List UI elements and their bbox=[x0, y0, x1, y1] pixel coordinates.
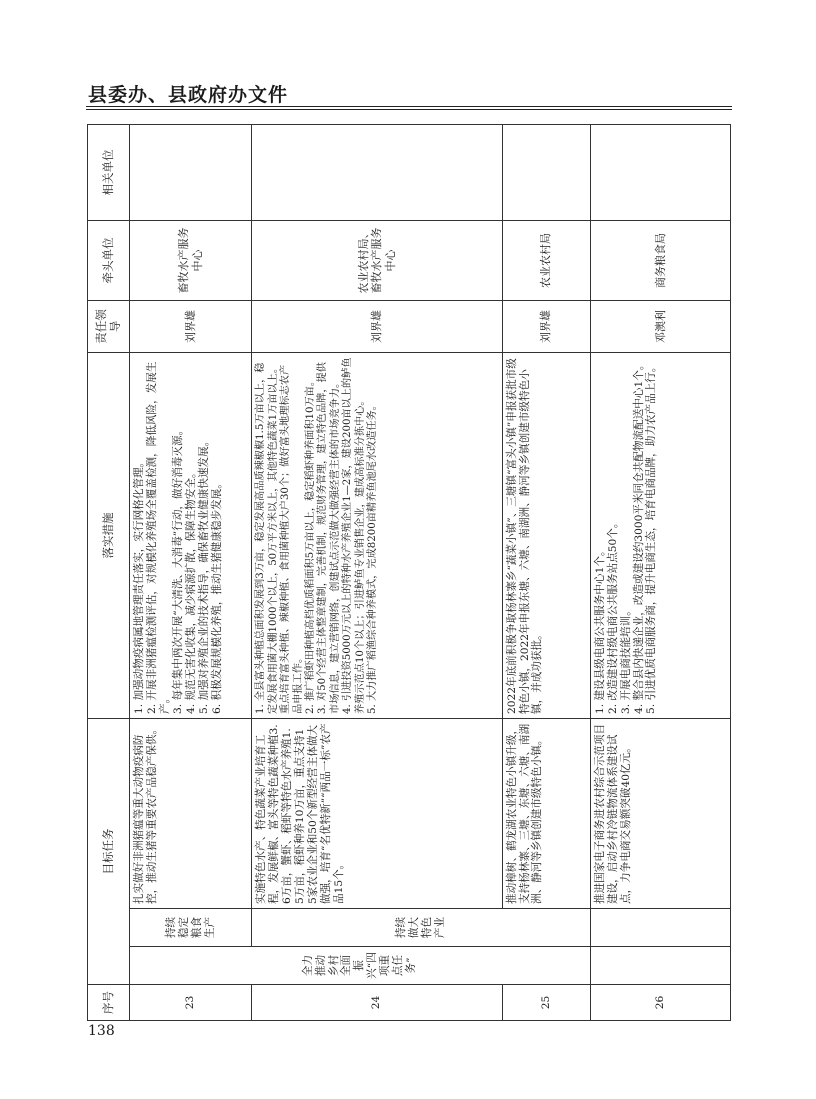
measures bbox=[502, 352, 590, 718]
measure-item: 3. 开展电商技能培训。 bbox=[619, 605, 632, 714]
measure-item: 6. 积极发展规模化养殖，推动生猪健康稳步发展。 bbox=[210, 478, 223, 714]
group-label: 全力推动乡村全面振兴“四项重点任务” bbox=[130, 947, 591, 985]
task-table bbox=[87, 124, 731, 1021]
lead-unit: 商务粮食局 bbox=[590, 220, 730, 300]
measure-item: 4. 整合县内快递企业，改造或建设约3000平米同仓共配物流配送中心1个。 bbox=[632, 359, 645, 714]
measure-item: 5. 引进优质电商服务商，提升电商生态，培育电商品牌，助力农产品上行。 bbox=[645, 361, 658, 714]
header-measures: 落实措施 bbox=[88, 352, 130, 718]
row-number: 25 bbox=[502, 985, 590, 1021]
measures bbox=[590, 352, 730, 718]
measure-item: 2. 推广稻虾田种植高档优质稻面积5万亩以上，稳定稻虾种养面积10万亩。 bbox=[304, 375, 316, 714]
row-number: 24 bbox=[252, 985, 502, 1021]
measure-item: 2. 开展非洲猪瘟检测评估，对规模化养殖场全覆盖检测，降低风险，发展生产。 bbox=[145, 361, 171, 714]
table-header-row bbox=[88, 124, 130, 1020]
empty-group-cell bbox=[590, 947, 730, 985]
measure-item: 3. 每年集中两次开展“大清洗、大消毒”行动，做好消毒灭源。 bbox=[171, 424, 184, 714]
table-row bbox=[502, 124, 590, 1020]
header-no: 序号 bbox=[88, 985, 130, 1021]
target-task: 实施特色水产、特色蔬菜产业培育工程，发展鲜椒、富头等特色蔬菜种植3.6万亩，蟹虾、稻虾等特色水产养殖1.5万亩，稻虾种养10万亩，重点支持15家农业企业和50个新型经营主体做大做强，培育“名优特新”“两品一标”农产品15个。 bbox=[252, 718, 502, 908]
responsible-leader: 刘界雄 bbox=[130, 300, 252, 352]
header-related-unit: 相关单位 bbox=[88, 124, 130, 220]
measure-item: 4. 规范无害化收集，减少病源扩散，保障生物安全。 bbox=[184, 467, 197, 714]
table-row bbox=[590, 124, 730, 1020]
row-number: 23 bbox=[130, 985, 252, 1021]
related-unit bbox=[502, 124, 590, 220]
header-leader: 责任领导 bbox=[88, 300, 130, 352]
measure-text: 2022年底前积极争取杨林寨乡“蔬菜小镇”、三塘镇“富头小镇”申报获批市级特色小镇，2022年申报东塘、六塘、南湖洲、静河等乡镇创建市级特色小镇，并成功获批。 bbox=[505, 358, 544, 714]
measures bbox=[252, 352, 502, 718]
sub-category: 持续稳定粮食生产 bbox=[130, 909, 252, 947]
lead-unit: 农业农村局、畜牧水产服务中心 bbox=[252, 220, 502, 300]
target-task: 扎实做好非洲猪瘟等重大动物疫病防控，推动生猪等重要农产品稳产保供。 bbox=[130, 718, 252, 908]
header-task: 目标任务 bbox=[88, 718, 130, 984]
page-number: 138 bbox=[88, 1023, 115, 1039]
responsible-leader: 邓澳利 bbox=[590, 300, 730, 352]
related-unit bbox=[252, 124, 502, 220]
table-row bbox=[252, 124, 502, 1020]
related-unit bbox=[590, 124, 730, 220]
measure-item: 3. 对50个经营主体整章建制，完善机制，规范财务管理，建立特色品牌，提供市场信息，建立营销网络，创建试点示范做大做强经营主体的市场竞争力。 bbox=[317, 362, 341, 714]
sub-category: 持续做大特色产业 bbox=[252, 909, 591, 947]
measures bbox=[130, 352, 252, 718]
measure-item: 1. 加强动物疫病属地管理责任落实，实行网格化管理。 bbox=[133, 456, 145, 714]
related-unit bbox=[130, 124, 252, 220]
target-task: 推动樟树、鹤龙湖农业特色小镇升级，支持杨林寨、三塘、东塘、六塘、南湖洲、静河等乡镇创建市级特色小镇。 bbox=[502, 718, 590, 908]
header-lead-unit: 牵头单位 bbox=[88, 220, 130, 300]
table-row bbox=[130, 124, 252, 1020]
measure-item: 5. 加强对养殖企业的技术指导，确保畜牧业健康快速发展。 bbox=[197, 435, 210, 714]
measure-item: 4. 引进投资5000万元以上的特种水产养殖企业1—2家，建设200亩以上的鲈鱼养殖示范点10个以上；引进鲈鱼专业销售企业，建成高标准分拣中心。 bbox=[342, 357, 366, 714]
lead-unit: 农业农村局 bbox=[502, 220, 590, 300]
responsible-leader: 刘界雄 bbox=[252, 300, 502, 352]
measure-item: 5. 大力推广稻渔综合种养模式，完成8200亩精养鱼池尾水改造任务。 bbox=[367, 400, 379, 714]
measure-item: 1. 建设县级电商公共服务中心1个。 bbox=[593, 545, 606, 714]
header-rule-thin bbox=[86, 109, 732, 110]
measure-item: 1. 全县富头种植总面积发展到3万亩，稳定发展高品质辣椒椒1.5万亩以上，稳定发展食用菌大棚1000个以上，50万平方米以上，其他特色蔬菜1万亩以上。重点培育富头种植、辣椒种植、食用菌种植大户30个；做好富头地理标志农产品申报工作。 bbox=[255, 362, 304, 714]
measure-item: 2. 改造建设村级电商公共服务站点50个。 bbox=[606, 517, 619, 714]
header-rule-thick bbox=[86, 106, 732, 107]
target-task: 推进国家电子商务进农村综合示范项目建设，启动乡村冷链物流体系建设试点，力争电商交易额突破40亿元。 bbox=[590, 718, 730, 908]
empty-sub-cell bbox=[590, 909, 730, 947]
responsible-leader: 刘界雄 bbox=[502, 300, 590, 352]
document-header-title: 县委办、县政府办文件 bbox=[88, 84, 289, 106]
lead-unit: 畜牧水产服务中心 bbox=[130, 220, 252, 300]
row-number: 26 bbox=[590, 985, 730, 1021]
rotated-table-container bbox=[87, 125, 731, 1021]
